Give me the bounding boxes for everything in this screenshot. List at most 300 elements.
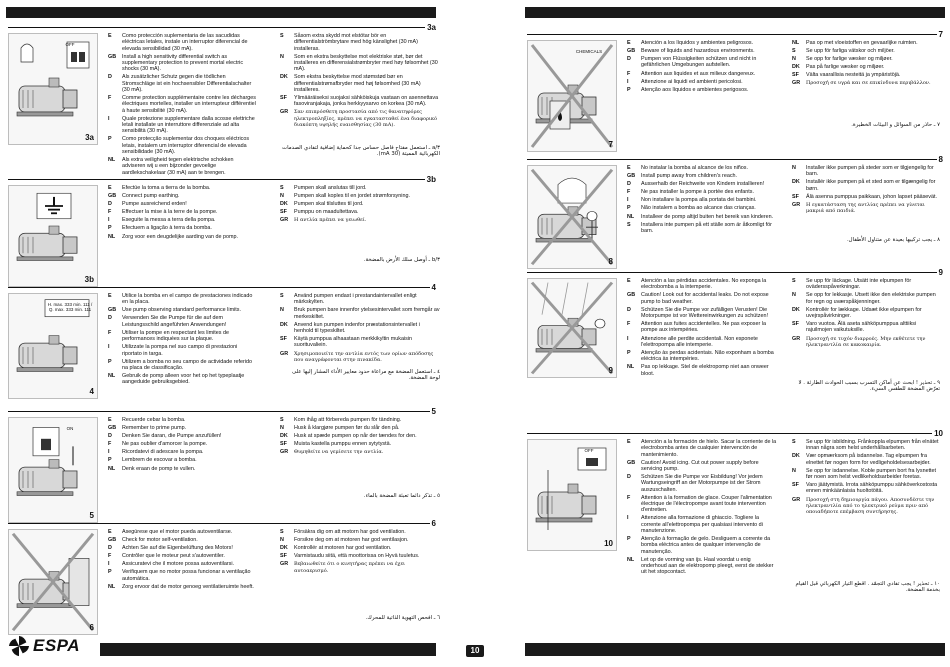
instruction-text: Beware of liquids and hazardous environments.	[641, 48, 755, 55]
language-code: I	[108, 115, 110, 122]
section-rule	[527, 433, 943, 434]
instruction-text: Χρησιμοποιείτε την αντλία εντός των ορίων απόδοσης που αναγράφονται στην πινακίδα.	[294, 350, 434, 363]
instruction-text: Installeer de pomp altijd buiten het bereik van kinderen.	[641, 213, 774, 220]
instruction-text: Install a high sensitivity differential switch as supplementary protection to prevent mortal electric shocks (30 mA).	[122, 53, 244, 73]
language-code: DK	[280, 201, 288, 208]
instruction-text: Assicuratevi che il motore possa autoventilarsi.	[122, 561, 235, 568]
language-code: F	[627, 494, 631, 501]
footer-bar-left	[100, 643, 436, 656]
language-entry	[792, 307, 942, 320]
language-code: D	[108, 315, 112, 322]
instruction-text: Προσοχή στη δημιουργία πάγου. Αποσυνδέστε την ηλεκτραντλία από το ηλεκτρικό ρεύμα πριν από οποιαδήποτε επέμβαση συντήρησης.	[806, 496, 935, 516]
section-3b	[8, 175, 440, 284]
instruction-text: Husk å klargjøre pumpen før du slår den på.	[294, 425, 400, 432]
instruction-text: Ne pas installer la pompe à portée des enfants.	[641, 189, 754, 196]
figure-text: ON	[66, 426, 74, 431]
language-entry	[280, 293, 440, 306]
instruction-text: Pumpe ausreichend erden!	[122, 201, 187, 208]
language-code: GB	[108, 425, 117, 432]
language-entry	[627, 79, 777, 85]
language-code: E	[108, 293, 112, 299]
language-entry	[280, 441, 440, 447]
language-entry	[627, 222, 777, 235]
language-code: P	[627, 349, 631, 356]
language-code: GR	[280, 561, 289, 568]
figure-text: OFF	[65, 42, 75, 47]
instruction-text: Η αντλία πρέπει να γειωθεί.	[294, 217, 367, 224]
language-entry	[792, 40, 942, 46]
figure-text: H. max. 333 min. 111 / Q. max. 333 min. 111	[47, 302, 93, 312]
language-entry	[280, 74, 440, 93]
instruction-text: Utilice la bomba en el campo de prestaciones indicado en la placa.	[122, 293, 253, 306]
language-code: N	[280, 425, 284, 432]
language-code: I	[108, 449, 110, 456]
language-entry	[108, 74, 258, 93]
language-code: GR	[792, 335, 801, 342]
section-rule	[527, 159, 943, 160]
language-entry	[280, 351, 440, 364]
language-entry	[108, 234, 258, 240]
language-entry	[280, 217, 440, 223]
language-entry	[627, 460, 777, 473]
language-code: SF	[280, 553, 287, 560]
language-entry	[792, 165, 942, 178]
language-entry	[627, 474, 777, 493]
instruction-text: Atenção à formação de gelo. Desliguem a corrente da bomba eléctrica antes de qualquer intervenção de manutenção.	[641, 536, 771, 555]
language-entry	[280, 537, 440, 543]
language-entry	[108, 569, 258, 582]
language-code: D	[627, 306, 631, 313]
section-6	[8, 519, 440, 632]
page-number: 10	[466, 645, 484, 657]
language-code: S	[627, 221, 631, 228]
language-entry	[108, 344, 258, 357]
section-number: 10	[934, 429, 943, 438]
language-code: N	[792, 292, 796, 299]
language-entry	[280, 54, 440, 73]
instruction-text: Não instalem a bomba ao alcance das crianças.	[641, 205, 756, 212]
language-entry	[627, 321, 777, 334]
text-column-col2	[280, 417, 440, 457]
figure-5	[8, 417, 98, 523]
language-entry	[108, 529, 258, 535]
instruction-text: Verifiquem que no motor possa funcionar a ventilação automática.	[122, 569, 251, 582]
arabic-instruction: ٥ ـ تذكر دائما تعبئة المضخة بالماء.	[363, 493, 440, 499]
section-number: 3a	[427, 23, 436, 32]
language-code: E	[627, 165, 631, 171]
instruction-text: Attention aux fuites accidentelles. Ne pas exposer la pompe aux intempéries.	[641, 321, 766, 334]
language-code: P	[627, 86, 631, 93]
language-code: DK	[280, 545, 288, 552]
arabic-instruction: ٣/a ـ استعمل مفتاح فاصل حساس جدا كحماية إضافية لتفادي الصدمات الكهربائية المميتة (30 mA).	[282, 145, 440, 158]
figure-4	[8, 293, 98, 399]
language-entry	[792, 336, 942, 349]
section-7	[527, 32, 943, 150]
language-entry	[792, 64, 942, 70]
instruction-text: Contrôler que le moteur peut s'autoventiler.	[122, 553, 225, 560]
language-code: I	[108, 344, 110, 351]
language-entry	[627, 292, 777, 305]
language-entry	[108, 457, 258, 463]
language-entry	[108, 193, 258, 199]
instruction-text: Varmistaudu siitä, että moottorissa on Hyvä tuuletus.	[294, 553, 420, 560]
language-code: GB	[627, 173, 636, 180]
language-entry	[108, 425, 258, 431]
language-code: D	[108, 433, 112, 440]
language-code: SF	[280, 441, 287, 448]
language-code: F	[108, 95, 112, 102]
figure-label: 7	[608, 140, 613, 149]
language-entry	[108, 315, 258, 328]
language-entry	[280, 95, 440, 108]
arabic-instruction: ٩ ـ تحذير ! ابحث عن أماكن التسرب بسبب الحوادث الطارئة . لا تعرّض المضخة للطقس السيء.	[798, 380, 940, 393]
instruction-text: Connect pump earthing.	[122, 193, 180, 200]
language-code: GR	[280, 449, 289, 456]
instruction-text: Ylimääräiseksi suojaksi sähköiskuja vastaan on asennettava fasoviranjakaja, jonka herkkyysarvo on korkea (30 mA).	[294, 95, 439, 108]
section-rule	[8, 27, 436, 28]
language-code: NL	[627, 213, 635, 220]
language-code: I	[627, 335, 629, 342]
instruction-text: Se upp för läckage. Utsätt inte elpumpen för ovädersspåverkningar.	[806, 278, 912, 291]
language-code: GR	[280, 350, 289, 357]
instruction-text: Pumpen skall anslutas till jord.	[294, 185, 367, 191]
language-code: S	[280, 293, 284, 299]
instruction-text: Utilizzate la pompa nel suo campo di prestazioni riportato in targa.	[122, 344, 238, 357]
language-code: D	[627, 474, 631, 481]
instruction-text: Se upp för isbildning. Frånkoppla elpumpen från elnätet innan några som helst underhållsarbeten.	[806, 439, 939, 452]
text-column-col2	[280, 293, 440, 365]
language-entry	[280, 553, 440, 559]
language-entry	[627, 336, 777, 349]
language-code: S	[792, 48, 796, 55]
language-code: GB	[108, 53, 117, 60]
language-entry	[792, 80, 942, 86]
instruction-text: Caution! Look out for accidental leaks. Do not expose pump to bad weather.	[641, 292, 769, 305]
figure-label: 10	[604, 539, 613, 548]
language-code: I	[627, 515, 629, 522]
instruction-text: Muista kastella pumppu ennen sytytystä.	[294, 441, 392, 448]
instruction-text: Använd pumpen endast i prestandaintervallet enligt märkskylten.	[294, 293, 417, 306]
language-entry	[627, 173, 777, 179]
instruction-text: Effectuer la mise à la terre de la pompe.	[122, 209, 218, 216]
text-column-col1	[108, 417, 258, 474]
instruction-text: Utilizem a bomba no seu campo de actividade referido na placa de classificação.	[122, 358, 253, 371]
text-column-col2	[280, 185, 440, 225]
language-code: N	[792, 467, 796, 474]
language-entry	[627, 495, 777, 514]
language-code: F	[627, 189, 631, 196]
language-entry	[627, 71, 777, 77]
arabic-instruction: ١٠ ـ تحذير ! يجب تفادي التجمّد . اقطع التيار الكهربائي قبل القيام بخدمة المضخة.	[795, 581, 940, 594]
language-entry	[108, 185, 258, 191]
language-code: I	[627, 197, 629, 204]
language-code: SF	[792, 193, 799, 200]
instruction-text: Lembrem de escovar a bomba.	[122, 457, 197, 464]
instruction-text: Install pump away from children's reach.	[641, 173, 738, 180]
language-code: DK	[792, 453, 800, 460]
instruction-text: Utiliser la pompe en respectant les limites de performances indiquées sur la plaque.	[122, 329, 229, 343]
instruction-text: Asegúrese que el motor pueda autoventilarse.	[122, 529, 233, 535]
instruction-text: Atenção às perdas acidentais. Não exponham a bomba eléctrica às intempéries.	[641, 349, 774, 363]
language-entry	[108, 116, 258, 135]
instruction-text: Som ekstra beskyttelse mod stømstød bør en differentialstrømafbryder med høj følsomhed (30 mA) installeres.	[294, 74, 421, 93]
language-code: P	[108, 457, 112, 464]
language-entry	[108, 584, 258, 590]
language-code: D	[108, 545, 112, 552]
instruction-text: Välta vaarallisia nesteitä ja ympäristöjä.	[806, 72, 901, 79]
instruction-text: Se opp for lekkasje. Utsett ikke den elektriske pumpen for regn og uværspåkjenninger.	[806, 292, 936, 305]
language-code: F	[627, 321, 631, 328]
figure-8	[527, 165, 617, 269]
language-code: GR	[280, 109, 289, 116]
brand-logo	[8, 634, 80, 658]
instruction-text: Schützen Sie die Pumpe vor Eisbildung! Vor jedem Wartungseingriff an der Motorpumpe ist der Strom auszuschalten.	[641, 474, 763, 493]
instruction-text: Denken Sie daran, die Pumpe anzufüllen!	[122, 433, 222, 440]
section-rule	[8, 411, 436, 412]
language-code: S	[792, 439, 796, 445]
section-4	[8, 283, 440, 405]
language-entry	[280, 433, 440, 439]
instruction-text: Kontrollér for lækkage. Udsæt ikke elpumpen for uvejrspåvirkninger.	[806, 306, 922, 320]
language-entry	[627, 205, 777, 211]
language-entry	[280, 425, 440, 431]
language-code: NL	[627, 556, 635, 563]
language-entry	[627, 350, 777, 363]
instruction-text: Η εγκατάσταση της αντλίας πρέπει να γίνεται μακριά από παιδιά.	[806, 201, 925, 215]
language-entry	[627, 87, 777, 93]
instruction-text: Pumpen skal tilsluttes til jord.	[294, 201, 364, 208]
language-code: N	[280, 537, 284, 544]
language-entry	[108, 54, 258, 73]
instruction-text: Attenzione alle perdite accidentali. Non esponete l'elettropompa alle intemperie.	[641, 335, 758, 348]
section-9	[527, 270, 943, 428]
instruction-text: Attention à la formation de glace. Couper l'alimentation électrique de l'électropompe avant toute intervention d'entretien.	[641, 494, 772, 514]
instruction-text: Installer ikke pumpen på steder som er tilgjengelig for barn.	[806, 165, 934, 178]
top-bar-right	[525, 7, 945, 18]
instruction-text: Eseguite la messa a terra della pompa.	[122, 217, 216, 224]
instruction-text: Προσοχή σε τυχόν διαρροές. Μην εκθέτετε την ηλεκτραντλία σε κακοκαιρία.	[806, 335, 926, 348]
text-column-col1	[108, 293, 258, 387]
instruction-text: Ausserhalb der Reichweite von Kindern installieren!	[641, 181, 765, 188]
language-entry	[108, 359, 258, 372]
language-code: SF	[792, 482, 799, 489]
language-entry	[627, 40, 777, 46]
figure-text: OFF	[584, 448, 594, 453]
language-entry	[627, 278, 777, 291]
language-entry	[108, 136, 258, 155]
figure-3b	[8, 185, 98, 287]
instruction-text: Såsom extra skydd mot elstötar bör en differentialströmbrytare med hög känslighet (30 mA) installeras.	[294, 33, 418, 52]
instruction-text: Pas op lekkage. Stel de elektropomp niet aan onweer bloot.	[641, 364, 769, 377]
instruction-text: Let op de vorming van ijs. Haal voordat u enig onderhoud aan de elektropomp pleegt, eerst de stekker uit het stopcontact.	[641, 556, 774, 576]
language-entry	[280, 185, 440, 191]
language-entry	[792, 278, 942, 291]
section-rule	[8, 523, 436, 524]
language-code: E	[108, 417, 112, 423]
language-entry	[280, 109, 440, 128]
language-code: DK	[280, 433, 288, 440]
language-entry	[108, 225, 258, 231]
instruction-text: Attenzione ai liquidi ed ambienti pericolosi.	[641, 78, 743, 85]
language-entry	[108, 373, 258, 386]
instruction-text: Se upp för farliga vätskor och miljöer.	[806, 48, 895, 55]
arabic-instruction: ٦ ـ افحص التهوية الذاتية للمحرك.	[365, 615, 440, 621]
text-column-col1	[627, 439, 777, 578]
figure-3a	[8, 33, 98, 145]
language-code: GR	[792, 201, 801, 208]
language-entry	[792, 497, 942, 516]
instruction-text: Ne pas oublier d'amorcer la pompe.	[122, 441, 208, 448]
language-entry	[792, 194, 942, 200]
language-code: DK	[792, 179, 800, 186]
instruction-text: Σαν επιπρόσθετη προστασία από τις θανατηφόρες ηλεκτροπληξίες, πρέπει να εγκατασταθεί ένα διαφορικό διακόπτη υψηλής ευαισθησίας (30 mA).	[294, 109, 437, 129]
instruction-text: Pas op met vloeistoffen en gevaarlijke ruimten.	[806, 40, 918, 46]
figure-6	[8, 529, 98, 635]
instruction-text: Denk eraan de pomp te vullen.	[122, 465, 196, 472]
arabic-instruction: ٣/b ـ أوصل سلك الأرض بالمضخة.	[363, 257, 440, 263]
instruction-text: Efectúe la toma a tierra de la bomba.	[122, 185, 211, 191]
language-entry	[108, 33, 258, 52]
language-code: NL	[627, 364, 635, 371]
language-entry	[280, 417, 440, 423]
language-entry	[280, 201, 440, 207]
figure-label: 5	[89, 511, 94, 520]
instruction-text: Als extra veiligheid tegen elektrische schokken adviseren wij u een bijzonder gevoelige aardlekschakelaar (30 mA) aan te brengen.	[122, 157, 234, 176]
language-code: P	[108, 358, 112, 365]
top-bar-left	[6, 7, 436, 18]
language-entry	[792, 56, 942, 62]
arabic-instruction: ٨ ـ يجب تركيبها بعيدة عن متناول الأطفال.	[846, 237, 940, 243]
language-entry	[280, 449, 440, 455]
text-column-col2	[280, 33, 440, 130]
language-entry	[792, 48, 942, 54]
instruction-text: Schützen Sie die Pumpe vor zufälligen Verusten! Die Motorpumpe ist vor Wettereinwirkungen zu schützen!	[641, 306, 768, 320]
language-code: E	[108, 33, 112, 39]
language-code: GR	[792, 80, 801, 87]
language-code: N	[792, 165, 796, 171]
instruction-text: Θυμηθείτε να γεμίσετε την αντλία.	[294, 449, 384, 456]
section-number: 3b	[426, 175, 436, 184]
language-code: E	[108, 529, 112, 535]
language-entry	[280, 322, 440, 335]
language-code: S	[280, 529, 284, 535]
language-code: SF	[280, 95, 287, 102]
text-column-col2	[792, 40, 942, 89]
text-column-col2	[792, 439, 942, 517]
language-entry	[627, 439, 777, 458]
instruction-text: Recuerde cebar la bomba.	[122, 417, 186, 423]
language-code: D	[108, 201, 112, 208]
language-entry	[792, 453, 942, 466]
language-code: E	[627, 40, 631, 46]
text-column-col2	[280, 529, 440, 576]
instruction-text: Forsikre deg om at motoren har god ventilasjon.	[294, 537, 409, 544]
language-code: NL	[108, 233, 116, 240]
instruction-text: Quale protezione supplementare dalla scosse elettriche letali installate un interruttore differenziale ad alta sensibilità (30 mA).	[122, 115, 255, 135]
language-code: GB	[627, 459, 636, 466]
instruction-text: Atención a los líquidos y ambientes peligrosos.	[641, 40, 754, 46]
language-code: SF	[792, 72, 799, 79]
language-entry	[792, 292, 942, 305]
language-entry	[627, 56, 777, 69]
language-entry	[627, 214, 777, 220]
instruction-text: Ricordatevi di adescare la pompa.	[122, 449, 204, 456]
language-entry	[280, 529, 440, 535]
instruction-text: Zorg voor een deugdelijke aarding van de pomp.	[122, 233, 238, 240]
language-entry	[108, 209, 258, 215]
language-entry	[792, 321, 942, 334]
instruction-text: Como protecção suplementar dos choques eléctricos letais, instalem um interruptor diferencial de elevada sensibilidade (30 mA).	[122, 136, 250, 156]
language-code: DK	[792, 64, 800, 71]
section-number: 7	[938, 30, 943, 39]
instruction-text: Varo vuotoa. Älä aseta sähköpumppua alttiiksi rajuilmojen vaikutuksille.	[806, 321, 917, 334]
instruction-text: Atenção aos líquidos e ambientes perigosos.	[641, 86, 749, 93]
language-code: P	[108, 136, 112, 143]
language-code: SF	[280, 209, 287, 216]
language-code: E	[108, 185, 112, 191]
language-entry	[792, 72, 942, 78]
language-code: S	[280, 185, 284, 191]
language-code: F	[108, 329, 112, 336]
language-code: DK	[280, 321, 288, 328]
language-entry	[108, 537, 258, 543]
section-3a	[8, 23, 440, 176]
language-entry	[108, 217, 258, 223]
language-entry	[108, 330, 258, 343]
instruction-text: Kontrollér at motoren har god ventilation.	[294, 545, 392, 552]
language-entry	[280, 545, 440, 551]
instruction-text: Remember to prime pump.	[122, 425, 187, 432]
language-code: N	[792, 56, 796, 63]
language-code: F	[627, 70, 631, 77]
language-code: SF	[792, 321, 799, 328]
instruction-text: Se opp for isdannelse. Koble pumpen bort fra lysnettet før noen som helst vedlikeholdsarbeider foretas.	[806, 467, 937, 481]
language-entry	[627, 165, 777, 171]
instruction-text: Anvend kun pumpen indenfor præstationsintervallet i henhold til typeskiltet.	[294, 321, 420, 335]
language-entry	[108, 95, 258, 114]
instruction-text: Comme protection supplémentaire contre les décharges électriques mortelles, installer un interrupteur différentiel à haute sensibilité (30 mA).	[122, 95, 256, 114]
language-entry	[280, 193, 440, 199]
text-column-col1	[627, 165, 777, 236]
instruction-text: Verwenden Sie die Pumpe für die auf dem Leistungsschild angeführten Anwendungen!	[122, 315, 227, 328]
figure-label: 4	[89, 387, 94, 396]
language-entry	[792, 202, 942, 215]
language-code: E	[627, 278, 631, 284]
text-column-col1	[108, 185, 258, 242]
arabic-instruction: ٤ ـ استعمل المضخة مع مراعاة حدود معايير الأداء المشار إليها على لوحة المضخة.	[292, 369, 440, 382]
instruction-text: Achten Sie auf die Eigenbelüftung des Motors!	[122, 545, 233, 552]
instruction-text: Gebruik de pomp alleen voor het op het typeplaatje aangeduide gebruiksgebied.	[122, 373, 245, 386]
language-entry	[627, 536, 777, 555]
language-entry	[627, 557, 777, 576]
language-code: D	[627, 181, 631, 188]
language-entry	[627, 197, 777, 203]
section-rule	[8, 179, 436, 180]
language-entry	[108, 449, 258, 455]
language-code: GB	[108, 193, 117, 200]
language-code: D	[108, 74, 112, 81]
language-code: NL	[108, 157, 116, 164]
language-entry	[792, 482, 942, 495]
language-entry	[108, 466, 258, 472]
section-number: 4	[431, 283, 436, 292]
language-code: F	[108, 209, 112, 216]
instruction-text: Check for motor self-ventilation.	[122, 537, 198, 544]
language-code: GR	[792, 496, 801, 503]
instruction-text: Como protección suplementaria de las sacudidas eléctricas letales, instale un interruptor diferencial de elevada sensibilidad (30 mA).	[122, 33, 248, 52]
text-column-col1	[627, 278, 777, 379]
instruction-text: Use pump observing standard performance limits.	[122, 307, 241, 314]
